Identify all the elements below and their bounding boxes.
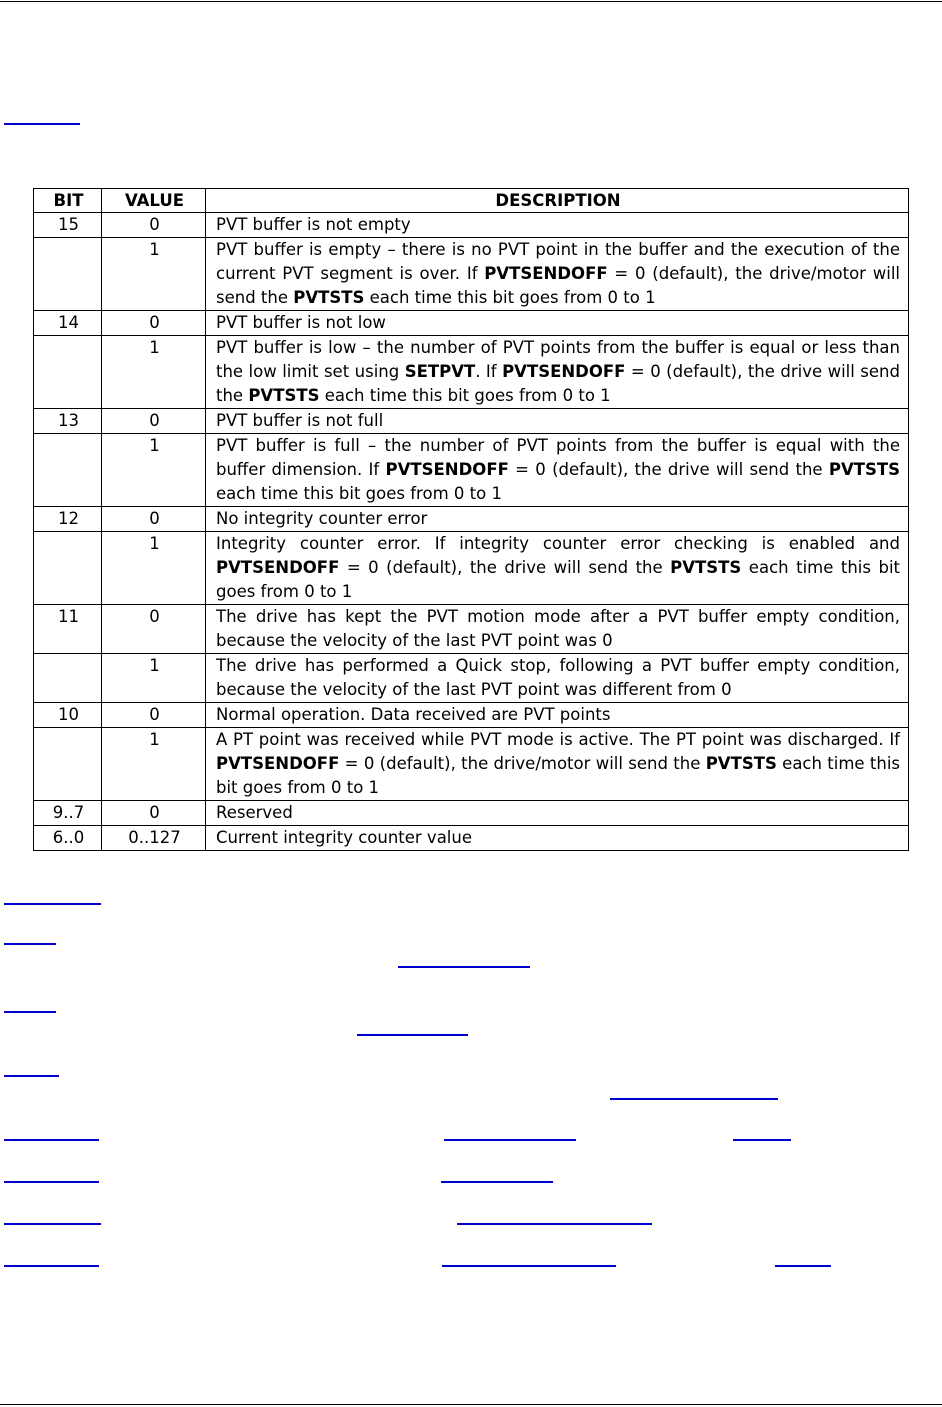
description-text: PVT buffer is not low (216, 313, 386, 332)
header-description: DESCRIPTION (206, 189, 909, 213)
value-cell: 0 (102, 605, 206, 654)
bit-cell: 14 (34, 311, 102, 336)
header-value: VALUE (102, 189, 206, 213)
description-text: PVT buffer is full – the number of PVT points from the buffer is equal with the buffer dimension. If (216, 436, 900, 479)
table-row (34, 605, 909, 654)
table-row (34, 409, 909, 434)
description-cell (206, 238, 909, 311)
page-footer-rule (0, 1404, 942, 1405)
pvt-status-bits-table (33, 188, 909, 851)
link-7[interactable] (610, 1098, 778, 1100)
description-text: Reserved (216, 803, 293, 822)
value-cell: 0 (102, 213, 206, 238)
link-16[interactable] (442, 1265, 616, 1267)
description-cell (206, 409, 909, 434)
value-cell: 1 (102, 728, 206, 801)
command-keyword: PVTSTS (293, 288, 365, 307)
link-3[interactable] (398, 966, 530, 968)
description-cell (206, 826, 909, 851)
command-keyword: PVTSENDOFF (502, 362, 626, 381)
command-keyword: PVTSTS (248, 386, 320, 405)
description-text: . If (475, 362, 503, 381)
table-row (34, 654, 909, 703)
description-cell (206, 311, 909, 336)
link-1[interactable] (4, 903, 101, 905)
description-cell (206, 507, 909, 532)
table-row (34, 238, 909, 311)
table-row (34, 801, 909, 826)
value-cell: 0 (102, 409, 206, 434)
table-row (34, 311, 909, 336)
value-cell: 1 (102, 434, 206, 507)
description-cell (206, 654, 909, 703)
command-keyword: PVTSTS (670, 558, 742, 577)
value-cell: 1 (102, 336, 206, 409)
link-5[interactable] (357, 1034, 468, 1036)
table-row (34, 434, 909, 507)
table-row (34, 532, 909, 605)
link-11[interactable] (4, 1181, 99, 1183)
command-keyword: PVTSENDOFF (484, 264, 608, 283)
command-keyword: SETPVT (404, 362, 476, 381)
bit-cell: 11 (34, 605, 102, 654)
description-text: = 0 (default), the drive/motor will send the (339, 754, 706, 773)
bit-cell (34, 654, 102, 703)
command-keyword: PVTSTS (705, 754, 777, 773)
bit-cell: 6..0 (34, 826, 102, 851)
link-12[interactable] (441, 1181, 553, 1183)
link-13[interactable] (4, 1223, 101, 1225)
description-text: each time this bit goes from 0 to 1 (216, 754, 900, 797)
bit-cell (34, 434, 102, 507)
description-cell (206, 801, 909, 826)
bit-cell: 12 (34, 507, 102, 532)
link-8[interactable] (4, 1139, 99, 1141)
description-text: each time this bit goes from 0 to 1 (216, 484, 502, 503)
description-text: = 0 (default), the drive will send the (339, 558, 671, 577)
bit-cell: 15 (34, 213, 102, 238)
value-cell: 1 (102, 238, 206, 311)
description-cell (206, 703, 909, 728)
description-text: each time this bit goes from 0 to 1 (364, 288, 656, 307)
bit-cell (34, 728, 102, 801)
description-text: Normal operation. Data received are PVT points (216, 705, 611, 724)
link-6[interactable] (4, 1075, 59, 1077)
description-cell (206, 213, 909, 238)
value-cell: 1 (102, 654, 206, 703)
value-cell: 0 (102, 703, 206, 728)
link-4[interactable] (4, 1011, 56, 1013)
table-header-row (34, 189, 909, 213)
table-row (34, 728, 909, 801)
link-9[interactable] (444, 1139, 576, 1141)
description-cell (206, 434, 909, 507)
bit-cell: 9..7 (34, 801, 102, 826)
value-cell: 0..127 (102, 826, 206, 851)
value-cell: 0 (102, 311, 206, 336)
description-cell (206, 336, 909, 409)
description-text: each time this bit goes from 0 to 1 (216, 558, 901, 601)
table-row (34, 213, 909, 238)
table-row (34, 507, 909, 532)
description-text: PVT buffer is not empty (216, 215, 411, 234)
command-keyword: PVTSENDOFF (216, 754, 340, 773)
header-bit: BIT (34, 189, 102, 213)
description-text: A PT point was received while PVT mode is active. The PT point was discharged. If (216, 730, 900, 749)
link-14[interactable] (457, 1223, 652, 1225)
description-text: Integrity counter error. If integrity counter error checking is enabled and (216, 534, 900, 553)
description-cell (206, 728, 909, 801)
description-text: = 0 (default), the drive will send the (216, 362, 900, 405)
description-text: PVT buffer is empty – there is no PVT point in the buffer and the execution of the current PVT segment is over. If (216, 240, 900, 283)
description-cell (206, 532, 909, 605)
bit-cell: 13 (34, 409, 102, 434)
description-cell (206, 605, 909, 654)
table-row (34, 826, 909, 851)
description-text: each time this bit goes from 0 to 1 (319, 386, 611, 405)
command-keyword: PVTSENDOFF (385, 460, 509, 479)
bit-cell: 10 (34, 703, 102, 728)
link-2[interactable] (4, 943, 56, 945)
table-row (34, 703, 909, 728)
link-10[interactable] (733, 1139, 791, 1141)
description-text: No integrity counter error (216, 509, 428, 528)
description-text: Current integrity counter value (216, 828, 472, 847)
page-header-rule (0, 1, 942, 2)
command-keyword: PVTSENDOFF (216, 558, 340, 577)
description-text: The drive has kept the PVT motion mode after a PVT buffer empty condition, because the velocity of the last PVT point was 0 (216, 607, 900, 650)
value-cell: 0 (102, 801, 206, 826)
link-15[interactable] (4, 1265, 99, 1267)
value-cell: 1 (102, 532, 206, 605)
description-text: PVT buffer is not full (216, 411, 384, 430)
command-keyword: PVTSTS (828, 460, 900, 479)
top-hyperlink[interactable] (4, 123, 80, 125)
bit-cell (34, 336, 102, 409)
table-row (34, 336, 909, 409)
description-text: = 0 (default), the drive will send the (508, 460, 829, 479)
description-text: PVT buffer is low – the number of PVT points from the buffer is equal or less than the low limit set using (216, 338, 900, 381)
description-text: The drive has performed a Quick stop, following a PVT buffer empty condition, because the velocity of the last PVT point was different from 0 (216, 656, 900, 699)
description-text: = 0 (default), the drive/motor will send the (216, 264, 900, 307)
value-cell: 0 (102, 507, 206, 532)
bit-cell (34, 238, 102, 311)
link-17[interactable] (775, 1265, 831, 1267)
bit-cell (34, 532, 102, 605)
